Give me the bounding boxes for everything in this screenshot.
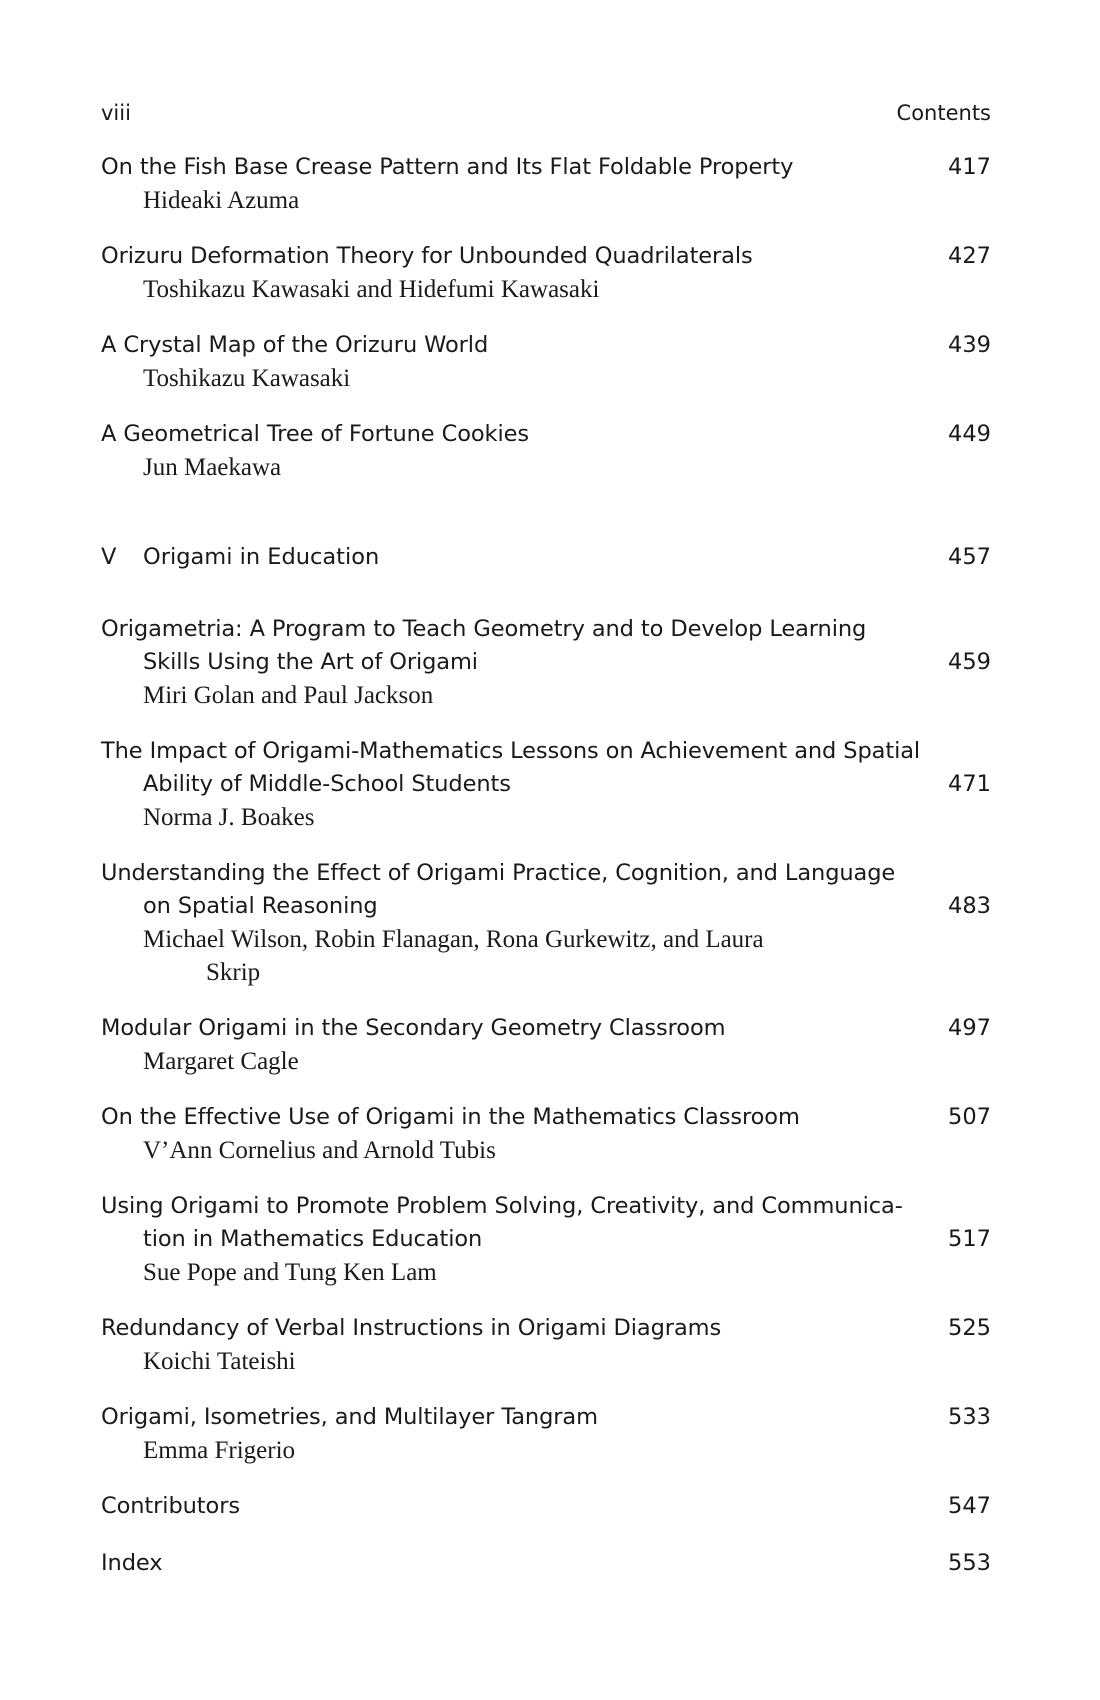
- entry-title: Redundancy of Verbal Instructions in Origami Diagrams: [101, 1315, 722, 1341]
- entry-authors: Koichi Tateishi: [143, 1348, 296, 1375]
- toc-entry: [101, 1312, 991, 1378]
- entry-page-number: 497: [948, 1015, 991, 1041]
- toc-entry-index: [101, 1547, 991, 1580]
- entry-page-number: 517: [948, 1226, 991, 1252]
- entry-title-line: Ability of Middle-School Students: [143, 771, 511, 797]
- entry-title: Index: [101, 1550, 163, 1576]
- toc-entry: [101, 329, 991, 395]
- entry-title: Orizuru Deformation Theory for Unbounded Quadrilaterals: [101, 243, 753, 269]
- entry-authors: Emma Frigerio: [143, 1437, 296, 1464]
- entry-title-line: Using Origami to Promote Problem Solving, Creativity, and Communica-: [101, 1193, 903, 1219]
- toc-entry: [101, 857, 991, 989]
- entry-authors: [101, 923, 991, 989]
- entry-title-line: Understanding the Effect of Origami Practice, Cognition, and Language: [101, 860, 896, 886]
- entry-authors: Miri Golan and Paul Jackson: [143, 682, 434, 709]
- entry-page-number: 471: [948, 771, 991, 797]
- page-folio: viii: [101, 101, 131, 125]
- toc-entry: [101, 1101, 991, 1167]
- entry-authors: Margaret Cagle: [143, 1048, 299, 1075]
- toc-entry: [101, 240, 991, 306]
- entry-title: A Crystal Map of the Orizuru World: [101, 332, 489, 358]
- entry-title-line: Origametria: A Program to Teach Geometry and to Develop Learning: [101, 616, 867, 642]
- entry-page-number: 507: [948, 1104, 991, 1130]
- entry-authors: Toshikazu Kawasaki and Hidefumi Kawasaki: [143, 276, 600, 303]
- entry-page-number: 417: [948, 154, 991, 180]
- entry-title: A Geometrical Tree of Fortune Cookies: [101, 421, 529, 447]
- entry-title-line: on Spatial Reasoning: [143, 893, 378, 919]
- part-title: Origami in Education: [143, 544, 380, 570]
- part-number: V: [101, 544, 117, 570]
- entry-page-number: 427: [948, 243, 991, 269]
- entry-authors: Norma J. Boakes: [143, 804, 315, 831]
- entry-page-number: 533: [948, 1404, 991, 1430]
- entry-page-number: 553: [948, 1550, 991, 1576]
- running-head: [101, 98, 991, 128]
- entry-page-number: 483: [948, 893, 991, 919]
- entry-page-number: 547: [948, 1493, 991, 1519]
- entry-authors-line: Michael Wilson, Robin Flanagan, Rona Gurkewitz, and Laura: [143, 926, 764, 953]
- part-page-number: 457: [948, 544, 991, 570]
- toc-entry-contributors: [101, 1490, 991, 1523]
- entry-authors: Jun Maekawa: [143, 454, 282, 481]
- entry-title-line: Skills Using the Art of Origami: [143, 649, 478, 675]
- entry-authors: Toshikazu Kawasaki: [143, 365, 351, 392]
- toc-entry: [101, 418, 991, 484]
- entry-authors: V’Ann Cornelius and Arnold Tubis: [143, 1137, 496, 1164]
- entry-page-number: 439: [948, 332, 991, 358]
- entry-authors: Hideaki Azuma: [143, 187, 300, 214]
- entry-title: On the Fish Base Crease Pattern and Its Flat Foldable Property: [101, 154, 794, 180]
- entry-title-line: tion in Mathematics Education: [143, 1226, 483, 1252]
- toc-entry: [101, 735, 991, 834]
- toc-entry: [101, 151, 991, 217]
- toc-entry: [101, 613, 991, 712]
- part-heading: [101, 541, 991, 574]
- entry-page-number: 525: [948, 1315, 991, 1341]
- toc-entry: [101, 1012, 991, 1078]
- toc-entry: [101, 1190, 991, 1289]
- entry-page-number: 459: [948, 649, 991, 675]
- entry-title: On the Effective Use of Origami in the Mathematics Classroom: [101, 1104, 800, 1130]
- entry-page-number: 449: [948, 421, 991, 447]
- entry-title-line: The Impact of Origami-Mathematics Lessons on Achievement and Spatial: [101, 738, 921, 764]
- toc-entry: [101, 1401, 991, 1467]
- entry-title: Modular Origami in the Secondary Geometry Classroom: [101, 1015, 726, 1041]
- entry-title: Contributors: [101, 1493, 240, 1519]
- entry-title: Origami, Isometries, and Multilayer Tangram: [101, 1404, 598, 1430]
- running-title: Contents: [896, 101, 991, 125]
- entry-authors: Sue Pope and Tung Ken Lam: [143, 1259, 437, 1286]
- entry-authors-line: Skrip: [206, 959, 261, 986]
